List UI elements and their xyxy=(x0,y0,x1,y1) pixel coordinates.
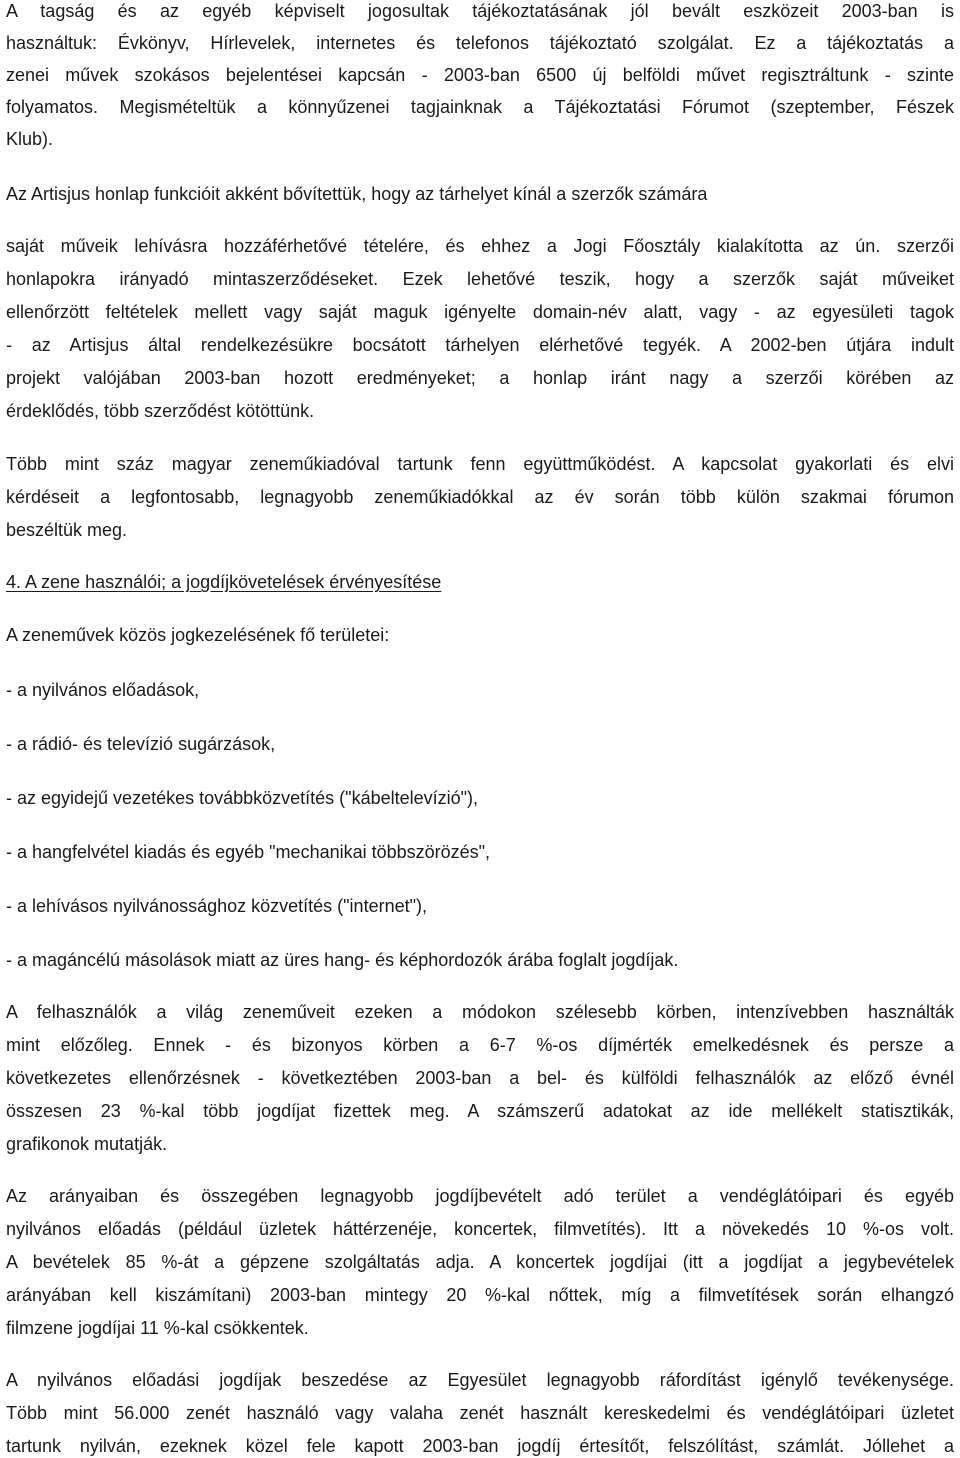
text-line: grafikonok mutatják. xyxy=(6,1134,168,1154)
paragraph-publishers xyxy=(6,448,954,547)
list-item: - a hangfelvétel kiadás és egyéb "mechanikai többszörözés", xyxy=(6,842,491,862)
areas-intro xyxy=(6,619,954,651)
areas-list xyxy=(6,674,954,976)
text-line: arányában kell kiszámítani) 2003-ban mintegy 20 %-kal nőttek, míg a filmvetítések során elhangzó xyxy=(6,1285,954,1305)
text-line: filmzene jogdíjai 11 %-kal csökkentek. xyxy=(6,1318,309,1338)
text-line: folyamatos. Megismételtük a könnyűzenei tagjainknak a Tájékoztatási Fórumot (szeptember, Fészek xyxy=(6,97,954,117)
text-line: kérdéseit a legfontosabb, legnagyobb zeneműkiadókkal az év során több külön szakmai fórumon xyxy=(6,487,954,507)
text-line: A felhasználók a világ zeneműveit ezeken a módokon szélesebb körben, intenzívebben használták xyxy=(6,1002,954,1022)
list-item: - a nyilvános előadások, xyxy=(6,680,200,700)
text-line: Az arányaiban és összegében legnagyobb jogdíjbevételt adó terület a vendéglátóipari és egyéb xyxy=(6,1186,954,1206)
text-line: mint előzőleg. Ennek - és bizonyos körben a 6-7 %-os díjmérték emelkedésnek és persze a xyxy=(6,1035,954,1055)
text-line: A zeneművek közös jogkezelésének fő területei: xyxy=(6,625,390,645)
text-line: honlapokra irányadó mintaszerződéseket. Ezek lehetővé teszik, hogy a szerzők saját műveiket xyxy=(6,269,954,289)
text-line: ellenőrzött feltételek mellett vagy saját maguk igényelte domain-név alatt, vagy - az egyesületi tagok xyxy=(6,302,954,322)
section-heading xyxy=(6,566,954,598)
text-line: beszéltük meg. xyxy=(6,520,128,540)
text-line: A tagság és az egyéb képviselt jogosultak tájékoztatásának jól bevált eszközeit 2003-ban is xyxy=(6,1,954,21)
text-line: Az Artisjus honlap funkcióit akként bővítettük, hogy az tárhelyet kínál a szerzők számára xyxy=(6,184,708,204)
text-line: Klub). xyxy=(6,129,54,149)
text-line: nyilvános előadás (például üzletek háttérzenéje, koncertek, filmvetítés). Itt a növekedés 10 %-os volt. xyxy=(6,1219,954,1239)
text-line: összesen 23 %-kal több jogdíjat fizettek meg. A számszerű adatokat az ide mellékelt statisztikák, xyxy=(6,1101,954,1121)
list-item: - a rádió- és televízió sugárzások, xyxy=(6,734,276,754)
text-line: zenei művek szokásos bejelentései kapcsán - 2003-ban 6500 új belföldi művet regisztráltunk - szinte xyxy=(6,65,954,85)
text-line: használtuk: Évkönyv, Hírlevelek, internetes és telefonos tájékoztató szolgálat. Ez a tájékoztatás a xyxy=(6,33,954,53)
text-line: Több mint 56.000 zenét használó vagy valaha zenét használt kereskedelmi és vendéglátóipari üzletet xyxy=(6,1403,954,1423)
text-line: projekt valójában 2003-ban hozott eredményeket; a honlap iránt nagy a szerzői körében az xyxy=(6,368,954,388)
text-line: tartunk nyilván, ezeknek közel fele kapott 2003-ban jogdíj értesítőt, felszólítást, számlát. Jóllehet a xyxy=(6,1436,954,1456)
list-item: - a magáncélú másolások miatt az üres hang- és képhordozók árába foglalt jogdíjak. xyxy=(6,950,679,970)
paragraph-website xyxy=(6,178,954,210)
text-line: érdeklődés, több szerződést kötöttünk. xyxy=(6,401,315,421)
paragraph-public-performance xyxy=(6,1180,954,1345)
list-item: - a lehívásos nyilvánossághoz közvetítés ("internet"), xyxy=(6,896,427,916)
paragraph-author-websites xyxy=(6,230,954,428)
paragraph-information xyxy=(6,0,954,155)
text-line: A bevételek 85 %-át a gépzene szolgáltatás adja. A koncertek jogdíjai (itt a jogdíjat a jegybevételek xyxy=(6,1252,954,1272)
text-line: következetes ellenőrzésnek - következtében 2003-ban a bel- és külföldi felhasználók az előző évnél xyxy=(6,1068,954,1088)
text-line: Több mint száz magyar zeneműkiadóval tartunk fenn együttműködést. A kapcsolat gyakorlati és elvi xyxy=(6,454,954,474)
paragraph-collection xyxy=(6,1364,954,1458)
text-line: A nyilvános előadási jogdíjak beszedése az Egyesület legnagyobb ráfordítást igénylő tevékenysége. xyxy=(6,1370,954,1390)
text-line: - az Artisjus által rendelkezésükre bocsátott tárhelyen elérhetővé tegyék. A 2002-ben útjára indult xyxy=(6,335,954,355)
list-item: - az egyidejű vezetékes továbbközvetítés ("kábeltelevízió"), xyxy=(6,788,479,808)
section-heading-text: 4. A zene használói; a jogdíjkövetelések érvényesítése xyxy=(6,572,442,592)
text-line: saját műveik lehívásra hozzáférhetővé tételére, és ehhez a Jogi Főosztály kialakította az ún. szerzői xyxy=(6,236,954,256)
paragraph-usage-growth xyxy=(6,996,954,1161)
